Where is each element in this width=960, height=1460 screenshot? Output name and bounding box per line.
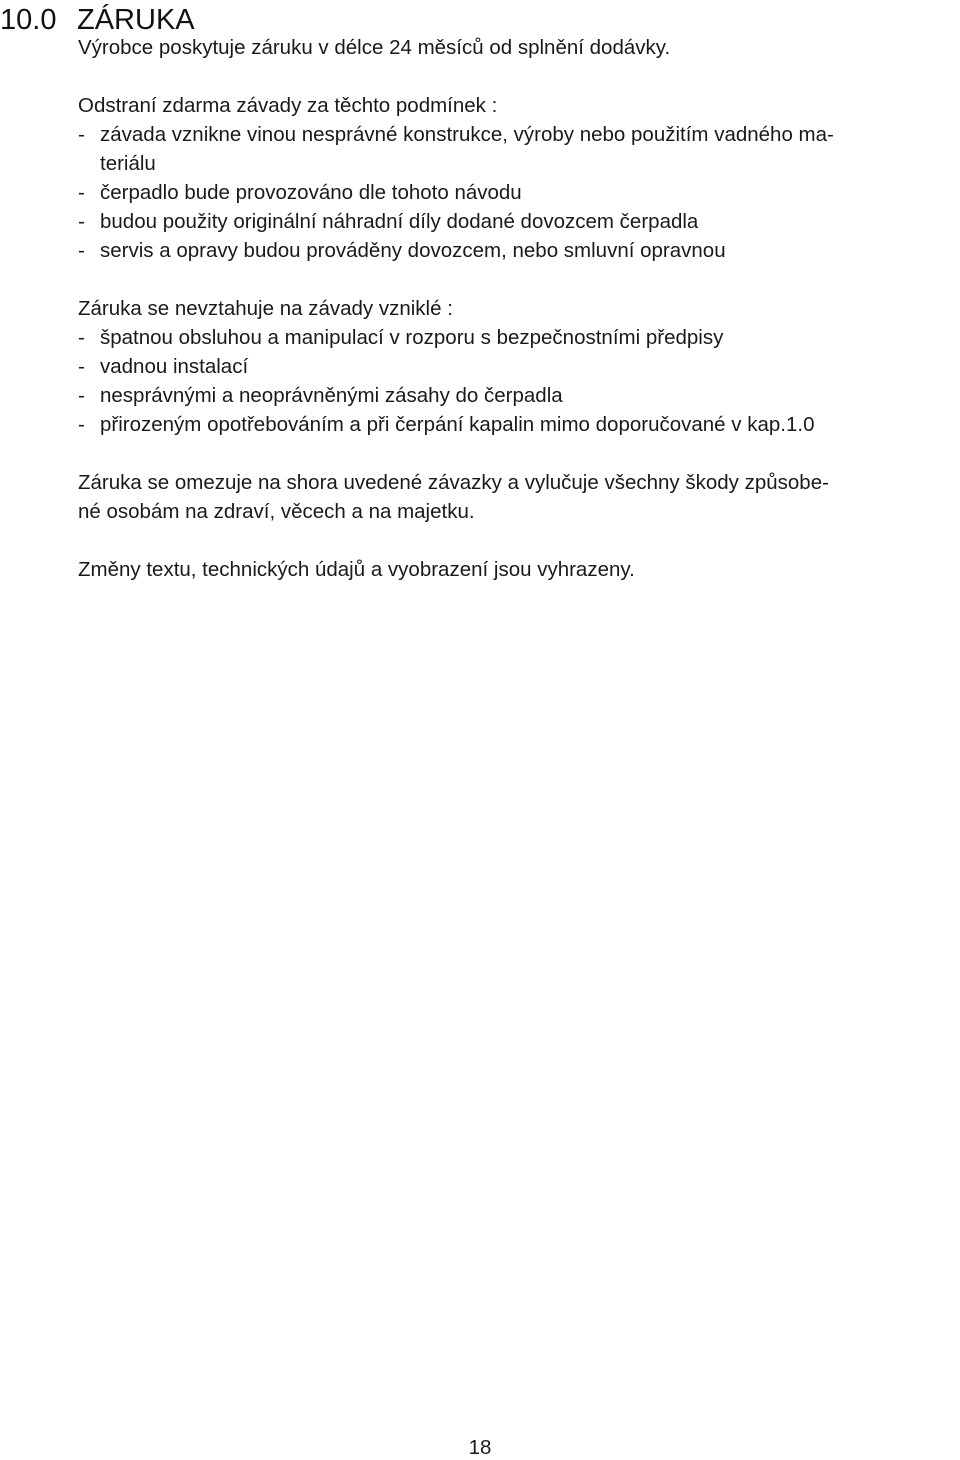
limitation-line-2: né osobám na zdraví, věcech a na majetku. <box>78 500 475 523</box>
list-dash: - <box>78 326 85 349</box>
warranty-content <box>78 33 958 584</box>
exclusions-list <box>78 323 958 439</box>
list-item-text: čerpadlo bude provozováno dle tohoto návodu <box>100 181 522 204</box>
list-item <box>78 207 958 236</box>
list-item <box>78 120 958 178</box>
exclusions-lead: Záruka se nevztahuje na závady vzniklé : <box>78 297 453 320</box>
list-item-text: špatnou obsluhou a manipulací v rozporu s bezpečnostními předpisy <box>100 326 724 349</box>
list-item-text: závada vznikne vinou nesprávné konstrukce, výroby nebo použitím vadného ma- <box>100 123 834 146</box>
list-item <box>78 178 958 207</box>
conditions-lead: Odstraní zdarma závady za těchto podmínek : <box>78 94 498 117</box>
list-item <box>78 352 958 381</box>
list-item <box>78 381 958 410</box>
conditions-list <box>78 120 958 265</box>
list-item-text: vadnou instalací <box>100 355 249 378</box>
intro-text: Výrobce poskytuje záruku v délce 24 měsíců od splnění dodávky. <box>78 36 671 59</box>
section-number: 10.0 <box>0 4 57 36</box>
limitation-line-1: Záruka se omezuje na shora uvedené závazky a vylučuje všechny škody způsobe- <box>78 471 829 494</box>
section-title: ZÁRUKA <box>77 4 195 36</box>
list-item-text: nesprávnými a neoprávněnými zásahy do čerpadla <box>100 384 563 407</box>
list-item-continuation: teriálu <box>100 152 156 175</box>
list-dash: - <box>78 210 85 233</box>
list-item-text: budou použity originální náhradní díly dodané dovozcem čerpadla <box>100 210 699 233</box>
list-item <box>78 323 958 352</box>
list-dash: - <box>78 181 85 204</box>
list-item-text: přirozeným opotřebováním a při čerpání kapalin mimo doporučované v kap.1.0 <box>100 413 815 436</box>
list-dash: - <box>78 384 85 407</box>
page-number: 18 <box>468 1436 492 1459</box>
changes-notice: Změny textu, technických údajů a vyobrazení jsou vyhrazeny. <box>78 558 635 581</box>
list-item-text: servis a opravy budou prováděny dovozcem, nebo smluvní opravnou <box>100 239 726 262</box>
list-dash: - <box>78 413 85 436</box>
list-item <box>78 410 958 439</box>
list-dash: - <box>78 355 85 378</box>
list-dash: - <box>78 239 85 262</box>
list-item <box>78 236 958 265</box>
list-dash: - <box>78 123 85 146</box>
